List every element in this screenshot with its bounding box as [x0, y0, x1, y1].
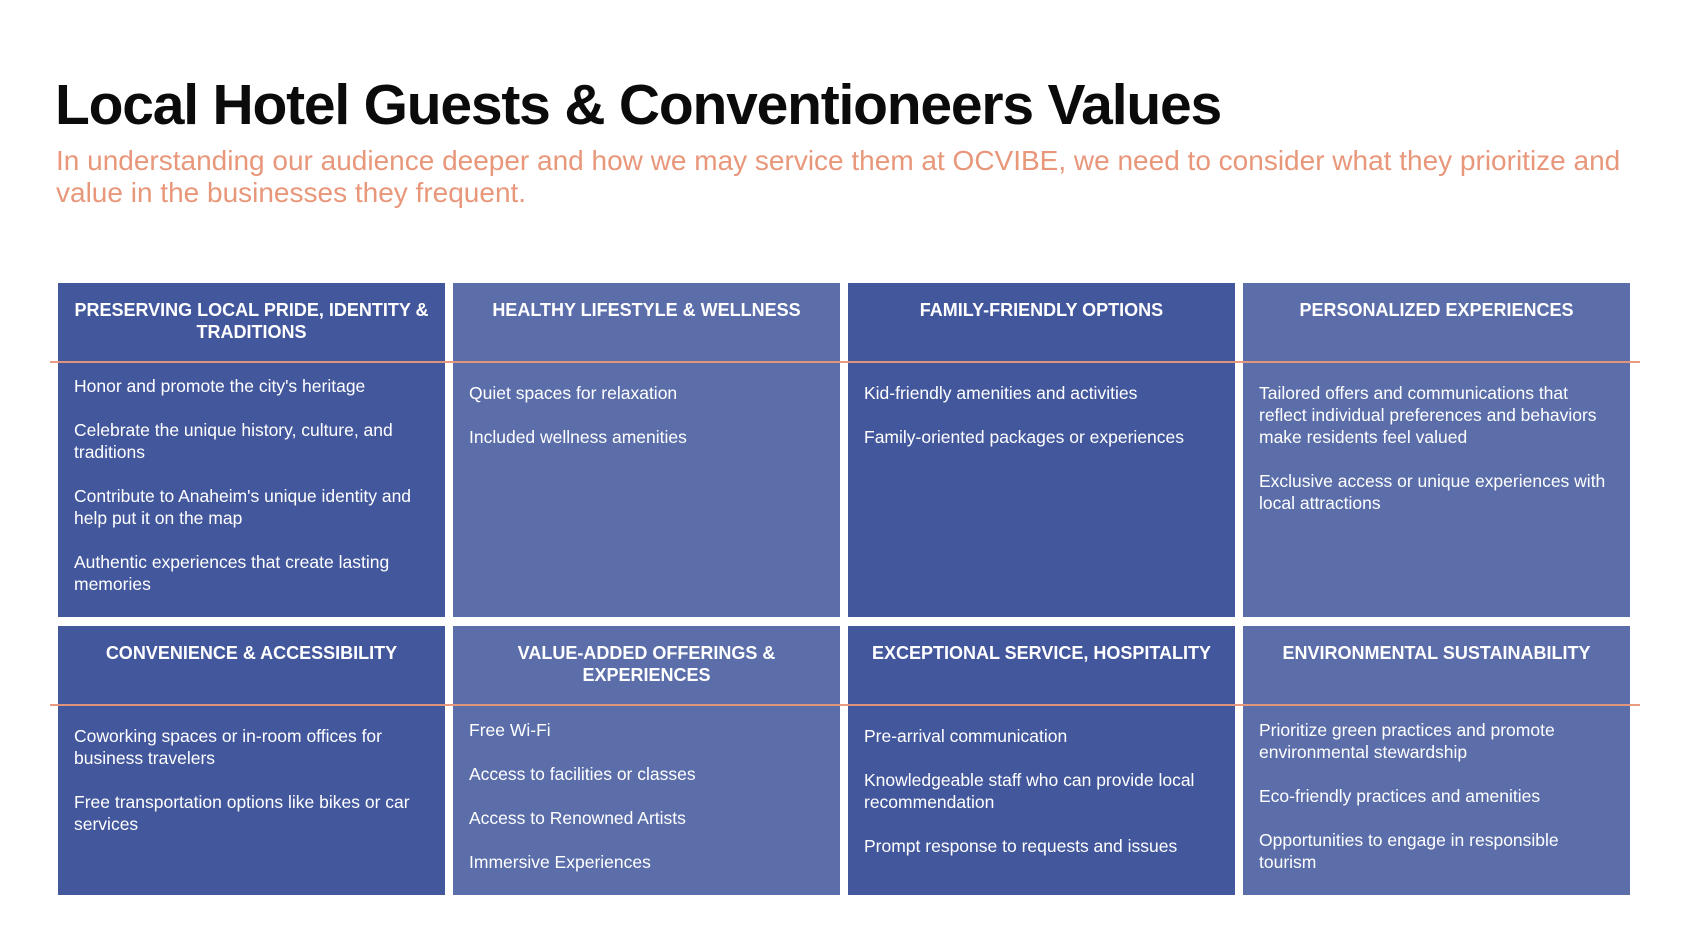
card-item: Prioritize green practices and promote environmental stewardship: [1259, 720, 1555, 762]
row-1-divider: [50, 361, 1640, 363]
card-item: Prompt response to requests and issues: [864, 836, 1178, 856]
card-heading: VALUE-ADDED OFFERINGS & EXPERIENCES: [517, 643, 776, 685]
card-item: Tailored offers and communications that reflect individual preferences and behaviors make residents feel valued: [1259, 383, 1597, 447]
card-heading: HEALTHY LIFESTYLE & WELLNESS: [492, 300, 801, 320]
card-item: Authentic experiences that create lasting memories: [74, 552, 390, 594]
card-item: Contribute to Anaheim's unique identity and help put it on the map: [74, 486, 412, 528]
card-body: [1243, 362, 1630, 536]
card-item: Kid-friendly amenities and activities: [864, 383, 1138, 403]
values-grid: [58, 283, 1631, 895]
card-body: [1243, 699, 1630, 895]
card-exceptional-service: [848, 626, 1235, 895]
card-body: [848, 705, 1235, 879]
card-heading: PRESERVING LOCAL PRIDE, IDENTITY & TRADITIONS: [74, 300, 429, 342]
card-heading: FAMILY-FRIENDLY OPTIONS: [919, 300, 1164, 320]
card-item: Family-oriented packages or experiences: [864, 427, 1185, 447]
card-healthy-lifestyle: [453, 283, 840, 617]
card-item: Included wellness amenities: [469, 427, 687, 447]
card-value-added: [453, 626, 840, 895]
card-local-pride: [58, 283, 445, 617]
card-heading: PERSONALIZED EXPERIENCES: [1299, 300, 1574, 320]
card-item: Access to Renowned Artists: [469, 808, 686, 828]
card-item: Immersive Experiences: [469, 852, 651, 872]
card-item: Exclusive access or unique experiences with local attractions: [1259, 471, 1606, 513]
card-environmental: [1243, 626, 1630, 895]
card-item: Knowledgeable staff who can provide local recommendation: [864, 770, 1195, 812]
card-convenience: [58, 626, 445, 895]
card-heading: CONVENIENCE & ACCESSIBILITY: [105, 643, 398, 663]
card-heading: EXCEPTIONAL SERVICE, HOSPITALITY: [871, 643, 1212, 663]
card-heading: ENVIRONMENTAL SUSTAINABILITY: [1282, 643, 1591, 663]
page-title: Local Hotel Guests & Conventioneers Values: [55, 73, 1221, 137]
card-item: Celebrate the unique history, culture, and traditions: [74, 420, 393, 462]
card-item: Honor and promote the city's heritage: [74, 376, 366, 396]
card-item: Coworking spaces or in-room offices for business travelers: [74, 726, 382, 768]
card-item: Free transportation options like bikes or car services: [74, 792, 410, 834]
card-body: [848, 362, 1235, 470]
card-body: [453, 362, 840, 470]
card-body: [58, 705, 445, 857]
card-personalized: [1243, 283, 1630, 617]
card-item: Opportunities to engage in responsible tourism: [1259, 830, 1559, 872]
page-subtitle: In understanding our audience deeper and how we may service them at OCVIBE, we need to consider what they prioritize and value in the businesses they frequent.: [56, 145, 1621, 208]
card-item: Pre-arrival communication: [864, 726, 1068, 746]
card-item: Eco-friendly practices and amenities: [1259, 786, 1541, 806]
card-body: [453, 699, 840, 895]
card-item: Access to facilities or classes: [469, 764, 696, 784]
card-family-friendly: [848, 283, 1235, 617]
card-body: [58, 355, 445, 617]
card-item: Quiet spaces for relaxation: [469, 383, 678, 403]
row-2-divider: [50, 704, 1640, 706]
card-item: Free Wi-Fi: [469, 720, 551, 740]
